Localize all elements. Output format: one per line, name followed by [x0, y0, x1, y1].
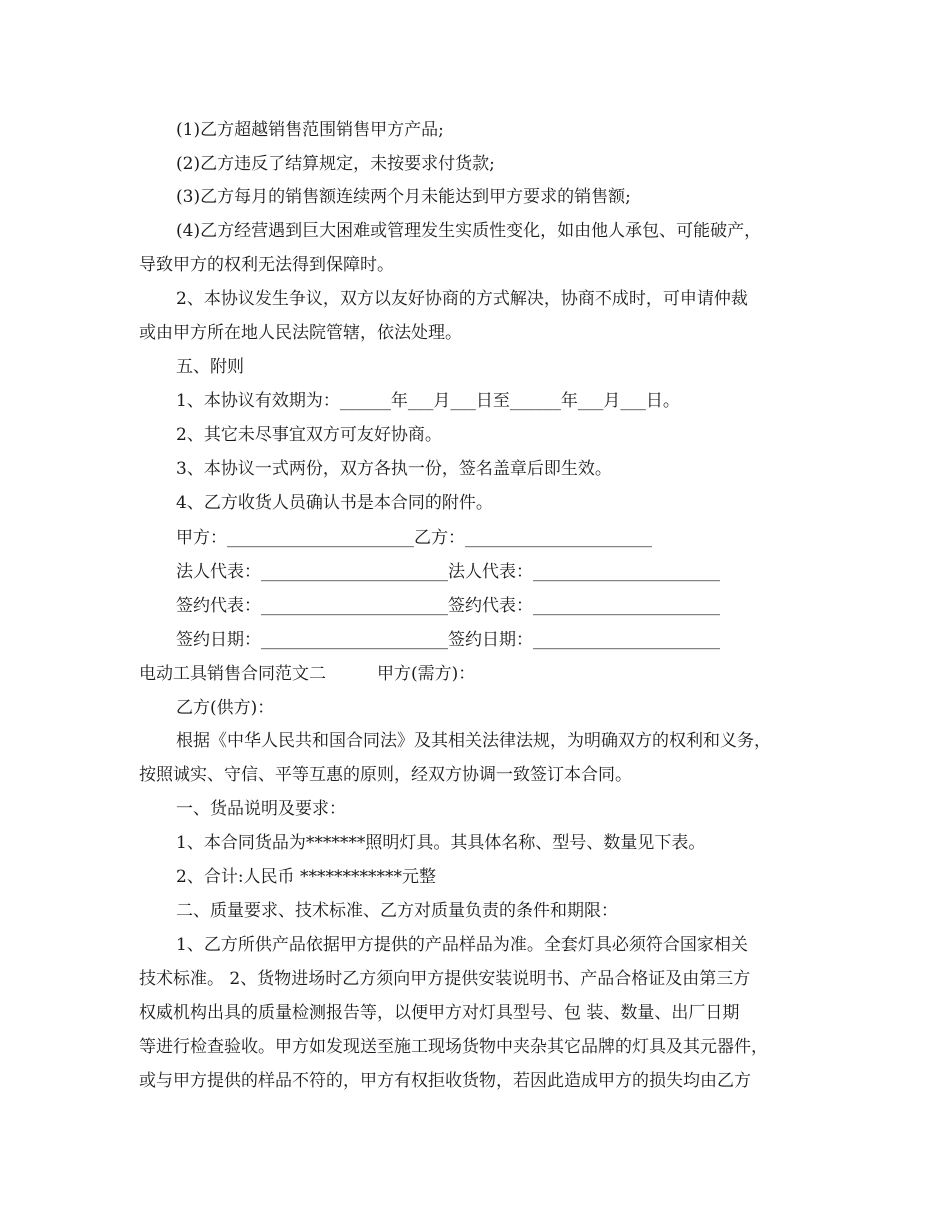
text-line: 4、乙方收货人员确认书是本合同的附件。 — [176, 493, 493, 513]
text-line: (2)乙方违反了结算规定，未按要求付货款; — [176, 154, 495, 174]
text-line: 技术标准。 2、货物进场时乙方须向甲方提供安装说明书、产品合格证及由第三方 — [139, 969, 751, 989]
section-heading: 一、货品说明及要求： — [176, 799, 346, 819]
text-line: 根据《中华人民共和国合同法》及其相关法律法规，为明确双方的权利和义务， — [176, 731, 771, 751]
text-line: 等进行检查验收。甲方如发现送至施工现场货物中夹杂其它品牌的灯具及其元器件， — [139, 1037, 768, 1057]
text-line: 1、乙方所供产品依据甲方提供的产品样品为准。全套灯具必须符合国家相关 — [176, 935, 748, 955]
text-line: 或与甲方提供的样品不符的，甲方有权拒收货物，若因此造成甲方的损失均由乙方 — [139, 1071, 751, 1091]
text-line: 按照诚实、守信、平等互惠的原则，经双方协调一致签订本合同。 — [139, 765, 632, 785]
signature-line: 法人代表：______________________法人代表：______________________ — [176, 562, 720, 582]
section-heading: 二、质量要求、技术标准、乙方对质量负责的条件和期限： — [176, 901, 618, 921]
text-line: 乙方(供方)： — [176, 698, 275, 718]
section-title: 电动工具销售合同范文二 甲方(需方)： — [139, 664, 476, 684]
text-line: 权威机构出具的质量检测报告等，以便甲方对灯具型号、包 装、数量、出厂日期 — [139, 1003, 740, 1023]
text-line: 导致甲方的权利无法得到保障时。 — [139, 255, 394, 275]
section-heading: 五、附则 — [176, 357, 244, 377]
signature-line: 签约日期：______________________签约日期：______________________ — [176, 630, 720, 650]
text-line: 2、其它未尽事宜双方可友好协商。 — [176, 425, 442, 445]
text-line: (3)乙方每月的销售额连续两个月未能达到甲方要求的销售额; — [176, 187, 631, 207]
text-line: (1)乙方超越销售范围销售甲方产品; — [176, 120, 444, 140]
text-line: 1、本合同货品为*******照明灯具。其具体名称、型号、数量见下表。 — [176, 833, 706, 853]
signature-line: 签约代表：______________________签约代表：______________________ — [176, 596, 720, 616]
text-line: 或由甲方所在地人民法院管辖，依法处理。 — [139, 323, 462, 343]
text-line: 2、本协议发生争议，双方以友好协商的方式解决，协商不成时，可申请仲裁 — [176, 289, 748, 309]
text-line: 2、合计:人民币 ************元整 — [176, 867, 436, 887]
signature-line: 甲方：______________________乙方：______________________ — [176, 528, 652, 548]
text-line: 1、本协议有效期为：______年___月___日至______年___月___日。 — [176, 391, 680, 411]
text-line: (4)乙方经营遇到巨大困难或管理发生实质性变化，如由他人承包、可能破产， — [176, 221, 762, 241]
text-line: 3、本协议一式两份，双方各执一份，签名盖章后即生效。 — [176, 459, 612, 479]
